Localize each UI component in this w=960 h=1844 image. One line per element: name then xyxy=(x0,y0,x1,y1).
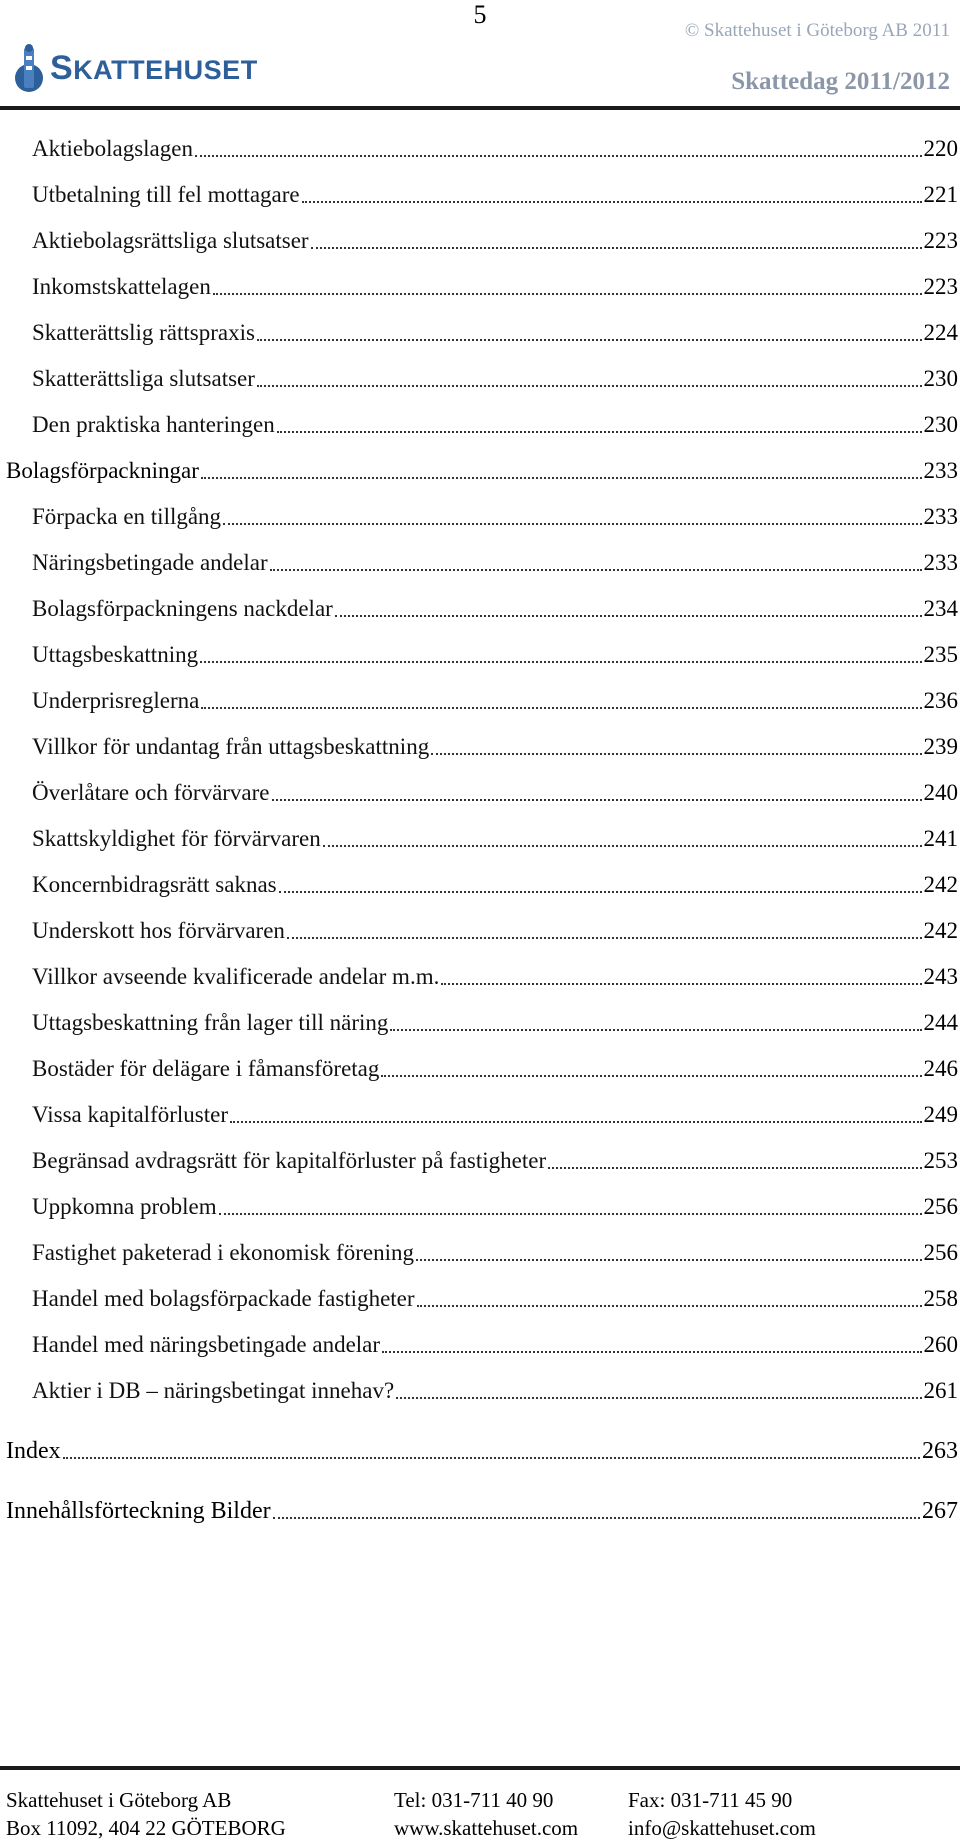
toc-entry[interactable] xyxy=(32,1096,958,1130)
toc-dot-leader xyxy=(201,477,922,479)
toc-entry-page: 233 xyxy=(923,550,958,575)
toc-entry[interactable] xyxy=(32,820,958,854)
toc-entry-title: Index xyxy=(6,1438,61,1464)
toc-dot-leader xyxy=(257,385,922,387)
toc-entry-page: 235 xyxy=(923,642,958,667)
toc-dot-leader xyxy=(273,1517,920,1519)
toc-entry-page: 256 xyxy=(923,1194,958,1219)
toc-dot-leader xyxy=(277,431,922,433)
toc-entry-page: 233 xyxy=(923,504,958,529)
toc-entry[interactable] xyxy=(6,1492,958,1526)
toc-entry-page: 230 xyxy=(923,412,958,437)
toc-entry-title: Överlåtare och förvärvare xyxy=(32,780,270,805)
toc-entry-page: 260 xyxy=(923,1332,958,1357)
toc-entry-page: 233 xyxy=(923,458,958,483)
toc-entry-title: Inkomstskattelagen xyxy=(32,274,211,299)
toc-entry-page: 234 xyxy=(923,596,958,621)
toc-entry-page: 239 xyxy=(923,734,958,759)
toc-entry[interactable] xyxy=(32,1188,958,1222)
toc-dot-leader xyxy=(417,1305,922,1307)
footer-fax: Fax: 031-711 45 90 xyxy=(628,1788,793,1812)
toc-entry[interactable] xyxy=(32,958,958,992)
footer-address: Box 11092, 404 22 GÖTEBORG xyxy=(6,1816,286,1840)
toc-entry-title: Begränsad avdragsrätt för kapitalförluster på fastigheter xyxy=(32,1148,547,1173)
footer-web: www.skattehuset.com xyxy=(394,1816,579,1840)
toc-entry-page: 230 xyxy=(923,366,958,391)
toc-entry-title: Uttagsbeskattning från lager till näring xyxy=(32,1010,389,1035)
toc-entry-page: 240 xyxy=(923,780,958,805)
toc-entry[interactable] xyxy=(32,682,958,716)
toc-entry[interactable] xyxy=(6,452,958,486)
toc-entry-page: 246 xyxy=(923,1056,958,1081)
document-title: Skattedag 2011/2012 xyxy=(731,68,950,95)
toc-entry-page: 224 xyxy=(923,320,958,345)
toc-entry[interactable] xyxy=(32,1280,958,1314)
footer-email: info@skattehuset.com xyxy=(628,1816,816,1840)
toc-dot-leader xyxy=(335,615,922,617)
toc-entry-title: Skatterättslig rättspraxis xyxy=(32,320,255,345)
toc-entry-page: 267 xyxy=(922,1498,958,1524)
toc-entry-title: Innehållsförteckning Bilder xyxy=(6,1498,271,1524)
toc-entry[interactable] xyxy=(32,728,958,762)
toc-entry-page: 242 xyxy=(923,872,958,897)
toc-entry-title: Uttagsbeskattning xyxy=(32,642,199,667)
toc-dot-leader xyxy=(257,339,922,341)
footer-company: Skattehuset i Göteborg AB xyxy=(6,1788,232,1812)
toc-entry[interactable] xyxy=(6,1432,958,1466)
toc-entry-page: 220 xyxy=(923,136,958,161)
toc-entry[interactable] xyxy=(32,1050,958,1084)
toc-dot-leader xyxy=(287,937,922,939)
toc-dot-leader xyxy=(390,1029,921,1031)
toc-entry-title: Aktier i DB – näringsbetingat innehav? xyxy=(32,1378,395,1403)
toc-dot-leader xyxy=(230,1121,922,1123)
toc-entry-page: 223 xyxy=(923,274,958,299)
copyright-notice: © Skattehuset i Göteborg AB 2011 xyxy=(684,20,950,41)
toc-dot-leader xyxy=(272,799,922,801)
toc-entry-title: Skattskyldighet för förvärvaren xyxy=(32,826,321,851)
logo-initial: S xyxy=(50,48,74,87)
toc-dot-leader xyxy=(270,569,922,571)
toc-entry-title: Villkor för undantag från uttagsbeskattning xyxy=(32,734,430,759)
toc-entry-title: Aktiebolagsrättsliga slutsatser xyxy=(32,228,309,253)
toc-entry[interactable] xyxy=(32,314,958,348)
toc-entry[interactable] xyxy=(32,222,958,256)
logo-text: KATTEHUSET xyxy=(73,54,258,85)
toc-dot-leader xyxy=(382,1351,921,1353)
toc-entry-page: 249 xyxy=(923,1102,958,1127)
toc-entry-title: Underprisreglerna xyxy=(32,688,200,713)
page-number: 5 xyxy=(473,0,487,29)
toc-entry[interactable] xyxy=(32,636,958,670)
toc-entry-title: Aktiebolagslagen xyxy=(32,136,193,161)
toc-entry-title: Den praktiska hanteringen xyxy=(32,412,275,437)
toc-dot-leader xyxy=(416,1259,922,1261)
toc-entry-title: Koncernbidragsrätt saknas xyxy=(32,872,277,897)
toc-entry-title: Bostäder för delägare i fåmansföretag xyxy=(32,1056,380,1081)
footer-tel: Tel: 031-711 40 90 xyxy=(394,1788,554,1812)
toc-dot-leader xyxy=(381,1075,921,1077)
toc-dot-leader xyxy=(431,753,921,755)
toc-entry[interactable] xyxy=(32,176,958,210)
toc-entry-title: Underskott hos förvärvaren xyxy=(32,918,285,943)
toc-dot-leader xyxy=(441,983,921,985)
toc-entry-page: 243 xyxy=(923,964,958,989)
toc-entry-title: Handel med näringsbetingade andelar xyxy=(32,1332,381,1357)
toc-entry-page: 241 xyxy=(923,826,958,851)
toc-entry[interactable] xyxy=(32,1234,958,1268)
toc-entry-title: Näringsbetingade andelar xyxy=(32,550,268,575)
toc-entry-page: 242 xyxy=(923,918,958,943)
toc-entry-title: Fastighet paketerad i ekonomisk förening xyxy=(32,1240,414,1265)
toc-entry-title: Bolagsförpackningar xyxy=(6,458,199,483)
toc-entry-title: Utbetalning till fel mottagare xyxy=(32,182,300,207)
toc-dot-leader xyxy=(195,155,922,157)
toc-entry-title: Förpacka en tillgång xyxy=(32,504,222,529)
toc-entry[interactable] xyxy=(32,1142,958,1176)
lighthouse-logo-icon xyxy=(14,42,44,94)
toc-entry-page: 244 xyxy=(923,1010,958,1035)
toc-entry[interactable] xyxy=(32,130,958,164)
footer-divider xyxy=(0,1766,960,1770)
toc-dot-leader xyxy=(302,201,922,203)
toc-entry[interactable] xyxy=(32,544,958,578)
toc-dot-leader xyxy=(223,523,921,525)
toc-entry-title: Villkor avseende kvalificerade andelar m.m. xyxy=(32,964,440,989)
toc-entry-title: Vissa kapitalförluster xyxy=(32,1102,228,1127)
toc-dot-leader xyxy=(63,1457,920,1459)
toc-dot-leader xyxy=(548,1167,921,1169)
toc-dot-leader xyxy=(219,1213,922,1215)
toc-entry-page: 263 xyxy=(922,1438,958,1464)
toc-entry-title: Bolagsförpackningens nackdelar xyxy=(32,596,333,621)
toc-entry[interactable] xyxy=(32,1004,958,1038)
toc-entry-page: 221 xyxy=(923,182,958,207)
toc-entry-page: 236 xyxy=(923,688,958,713)
toc-dot-leader xyxy=(279,891,922,893)
toc-dot-leader xyxy=(311,247,922,249)
toc-dot-leader xyxy=(201,707,921,709)
toc-entry[interactable] xyxy=(32,498,958,532)
toc-entry-page: 258 xyxy=(923,1286,958,1311)
toc-dot-leader xyxy=(323,845,922,847)
toc-entry-page: 256 xyxy=(923,1240,958,1265)
toc-dot-leader xyxy=(396,1397,921,1399)
toc-entry-page: 223 xyxy=(923,228,958,253)
toc-entry[interactable] xyxy=(32,774,958,808)
toc-entry[interactable] xyxy=(32,360,958,394)
header-divider xyxy=(0,106,960,110)
toc-entry[interactable] xyxy=(32,590,958,624)
toc-dot-leader xyxy=(213,293,922,295)
toc-entry-page: 253 xyxy=(923,1148,958,1173)
toc-entry[interactable] xyxy=(32,406,958,440)
toc-entry[interactable] xyxy=(32,1326,958,1360)
toc-entry[interactable] xyxy=(32,912,958,946)
toc-entry-title: Handel med bolagsförpackade fastigheter xyxy=(32,1286,415,1311)
skattehuset-logo xyxy=(14,42,258,94)
toc-entry-title: Skatterättsliga slutsatser xyxy=(32,366,255,391)
toc-entry-page: 261 xyxy=(923,1378,958,1403)
toc-entry[interactable] xyxy=(32,268,958,302)
toc-entry-title: Uppkomna problem xyxy=(32,1194,217,1219)
toc-entry[interactable] xyxy=(32,1372,958,1406)
toc-entry[interactable] xyxy=(32,866,958,900)
toc-dot-leader xyxy=(200,661,921,663)
